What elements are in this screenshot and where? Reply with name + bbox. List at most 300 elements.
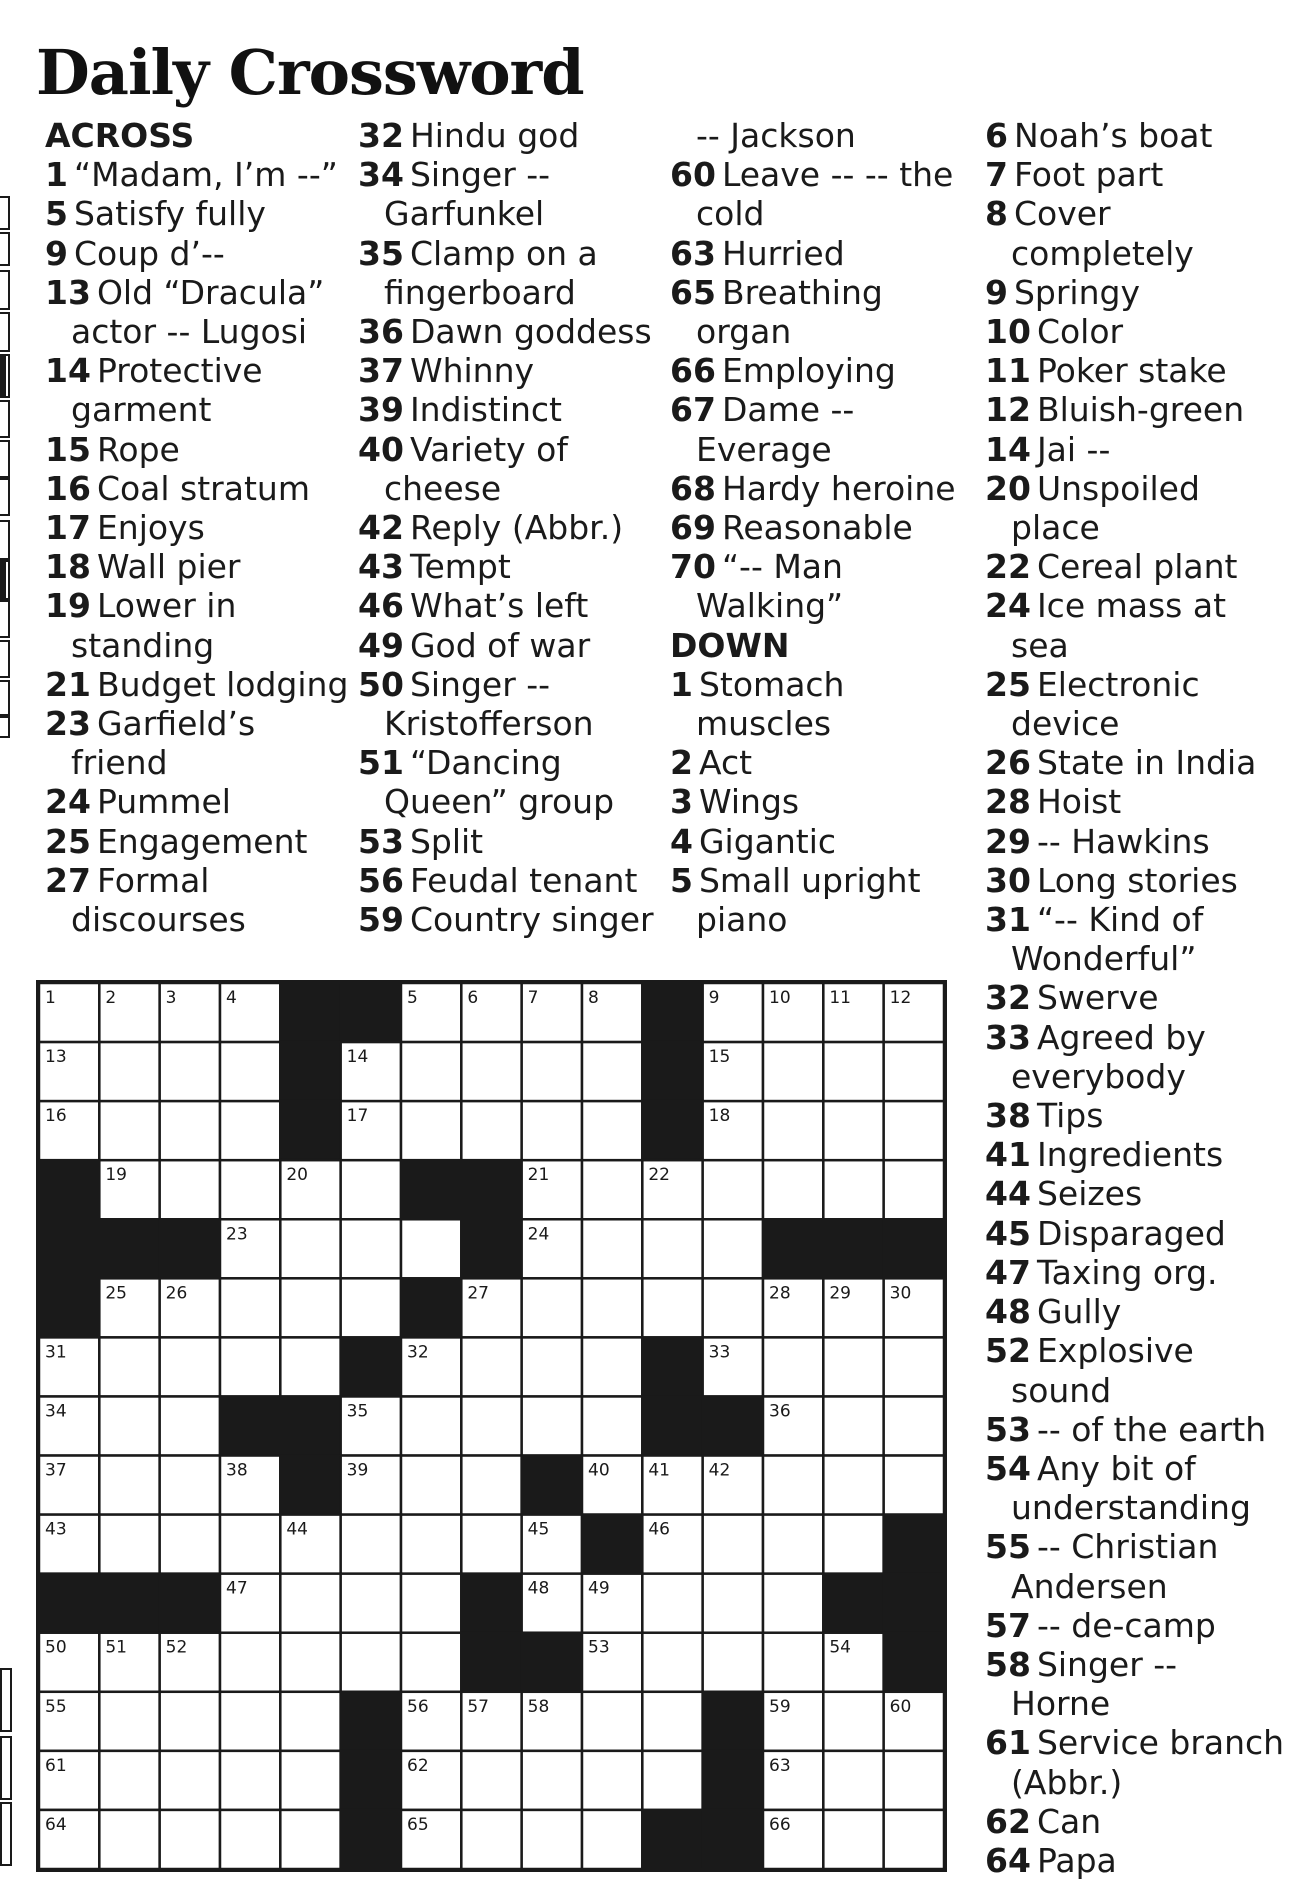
clue-17	[45, 508, 355, 547]
grid-cell[interactable]	[280, 1692, 340, 1751]
grid-cell[interactable]	[763, 1456, 823, 1515]
grid-cell[interactable]	[99, 1337, 159, 1396]
clue-text: Kristofferson	[384, 704, 594, 744]
adjacent-page-fragment	[0, 600, 10, 638]
grid-cell[interactable]	[401, 1219, 461, 1278]
clue-6	[985, 116, 1305, 155]
black-square	[160, 1219, 220, 1278]
grid-cell[interactable]	[522, 1101, 582, 1160]
grid-cell[interactable]	[763, 1633, 823, 1692]
grid-cell[interactable]	[703, 1515, 763, 1574]
grid-cell[interactable]	[884, 1456, 944, 1515]
black-square	[341, 1692, 401, 1751]
adjacent-page-fragment	[0, 716, 10, 738]
grid-cell[interactable]	[160, 1042, 220, 1101]
grid-cell[interactable]	[763, 1042, 823, 1101]
grid-cell[interactable]	[220, 1515, 280, 1574]
cell-number: 24	[527, 1224, 550, 1245]
clue-text: Employing	[721, 351, 896, 391]
clue-number: 28	[985, 782, 1031, 822]
cell-number: 32	[407, 1342, 429, 1363]
grid-cell[interactable]	[582, 1278, 642, 1337]
cell-number: 17	[346, 1106, 369, 1127]
grid-cell[interactable]	[160, 1160, 220, 1219]
grid-cell[interactable]	[220, 1101, 280, 1160]
clue-62	[985, 1802, 1305, 1841]
clue-number: 53	[358, 821, 404, 861]
grid-cell[interactable]	[99, 1101, 159, 1160]
grid-cell[interactable]	[823, 1456, 883, 1515]
adjacent-page-fragment	[0, 1802, 12, 1866]
clue-text: -- of the earth	[1036, 1409, 1267, 1449]
clue-text: “Dancing	[409, 743, 562, 783]
grid-cell[interactable]	[220, 1633, 280, 1692]
grid-cell[interactable]	[461, 1810, 521, 1869]
grid-cell[interactable]	[160, 1751, 220, 1810]
grid-cell[interactable]	[160, 1337, 220, 1396]
grid-cell[interactable]	[461, 1396, 521, 1455]
grid-cell[interactable]	[522, 1810, 582, 1869]
clue-number: 19	[45, 586, 91, 626]
grid-cell[interactable]	[582, 1219, 642, 1278]
clue-text: Indistinct	[409, 390, 562, 430]
grid-cell[interactable]	[220, 1278, 280, 1337]
cell-number: 48	[527, 1578, 550, 1599]
clue-number: 65	[670, 272, 716, 312]
grid-cell[interactable]	[582, 1042, 642, 1101]
grid-cell[interactable]	[341, 1219, 401, 1278]
clue-number: 33	[985, 1017, 1031, 1057]
grid-cell[interactable]	[280, 1574, 340, 1633]
clue-21	[45, 665, 355, 704]
cell-number: 56	[407, 1696, 429, 1717]
grid-cell[interactable]	[642, 1278, 702, 1337]
clue-number: 70	[670, 547, 716, 587]
clue-60	[670, 155, 970, 194]
black-square	[280, 983, 340, 1042]
clue-32	[985, 978, 1305, 1017]
grid-cell[interactable]	[220, 1692, 280, 1751]
clue-31	[985, 900, 1305, 939]
grid-cell[interactable]	[823, 1337, 883, 1396]
grid-cell[interactable]	[461, 1751, 521, 1810]
grid-cell[interactable]	[763, 1337, 823, 1396]
black-square	[280, 1101, 340, 1160]
clue-70	[670, 547, 970, 586]
cell-number: 31	[45, 1342, 67, 1363]
across-heading: ACROSS	[45, 116, 195, 155]
cell-number: 40	[588, 1460, 610, 1481]
cell-number: 29	[829, 1283, 851, 1304]
clue-text: sound	[1011, 1370, 1112, 1410]
clue-text: Queen” group	[384, 782, 615, 822]
clue-number: 8	[985, 194, 1008, 234]
grid-cell[interactable]	[160, 1396, 220, 1455]
grid-cell[interactable]	[99, 1810, 159, 1869]
clue-38	[985, 1096, 1305, 1135]
cell-number: 50	[45, 1637, 67, 1658]
clue-text: Hurried	[721, 233, 845, 273]
clue-text: Budget lodging	[96, 664, 349, 704]
grid-cell[interactable]	[220, 1160, 280, 1219]
clue-text: Singer --	[1036, 1644, 1178, 1684]
grid-cell[interactable]	[99, 1751, 159, 1810]
adjacent-page-fragment	[0, 560, 10, 600]
grid-cell[interactable]	[280, 1337, 340, 1396]
cell-number: 25	[105, 1283, 127, 1304]
clue-text: Tips	[1036, 1096, 1104, 1136]
cell-number: 9	[708, 988, 720, 1008]
cell-number: 15	[708, 1047, 731, 1068]
grid-cell[interactable]	[99, 1692, 159, 1751]
clue-continuation	[985, 704, 1305, 743]
grid-cell[interactable]	[401, 1574, 461, 1633]
grid-cell[interactable]	[160, 1515, 220, 1574]
grid-cell[interactable]	[280, 1219, 340, 1278]
clue-number: 57	[985, 1605, 1031, 1645]
cell-number: 12	[889, 988, 912, 1008]
clue-44	[985, 1174, 1305, 1213]
grid-cell[interactable]	[884, 1810, 944, 1869]
clue-text: Long stories	[1036, 860, 1238, 900]
grid-cell[interactable]	[220, 1042, 280, 1101]
clue-continuation	[670, 900, 970, 939]
clue-number: 21	[45, 664, 91, 704]
clue-24	[985, 586, 1305, 625]
clue-text: Wonderful”	[1011, 939, 1197, 979]
clue-text: God of war	[409, 625, 591, 665]
clue-text: muscles	[696, 704, 832, 744]
grid-cell[interactable]	[341, 1160, 401, 1219]
grid-cell[interactable]	[823, 1160, 883, 1219]
black-square	[39, 1160, 99, 1219]
clue-number: 60	[670, 155, 716, 195]
cell-number: 34	[45, 1401, 67, 1422]
grid-cell[interactable]	[522, 1396, 582, 1455]
cell-number: 46	[648, 1519, 670, 1540]
grid-cell[interactable]	[461, 1101, 521, 1160]
grid-cell[interactable]	[341, 1278, 401, 1337]
clue-number: 32	[985, 978, 1031, 1018]
clue-3	[670, 782, 970, 821]
grid-cell[interactable]	[823, 1515, 883, 1574]
grid-cell[interactable]	[401, 1042, 461, 1101]
grid-cell[interactable]	[642, 1574, 702, 1633]
clue-number: 40	[358, 429, 404, 469]
clue-text: Electronic	[1036, 664, 1200, 704]
clue-text: Reply (Abbr.)	[409, 508, 624, 548]
grid-cell[interactable]	[884, 1042, 944, 1101]
clue-text: Leave -- -- the	[721, 155, 954, 195]
grid-cell[interactable]	[823, 1101, 883, 1160]
grid-cell[interactable]	[582, 1692, 642, 1751]
clue-number: 37	[358, 351, 404, 391]
clue-text: discourses	[71, 900, 246, 940]
grid-cell[interactable]	[401, 1101, 461, 1160]
clue-number: 49	[358, 625, 404, 665]
grid-cell[interactable]	[401, 1515, 461, 1574]
grid-cell[interactable]	[401, 1633, 461, 1692]
clue-continuation	[45, 390, 355, 429]
grid-cell[interactable]	[461, 1456, 521, 1515]
black-square	[220, 1396, 280, 1455]
clue-29	[985, 822, 1305, 861]
grid-cell[interactable]	[99, 1515, 159, 1574]
grid-cell[interactable]	[884, 1101, 944, 1160]
cell-number: 18	[708, 1106, 731, 1127]
clue-continuation	[358, 704, 658, 743]
clue-text: Jai --	[1036, 429, 1111, 469]
grid-cell[interactable]	[582, 1160, 642, 1219]
black-square	[461, 1160, 521, 1219]
black-square	[582, 1515, 642, 1574]
clue-number: 18	[45, 547, 91, 587]
grid-cell[interactable]	[823, 1810, 883, 1869]
grid-cell[interactable]	[823, 1692, 883, 1751]
grid-cell[interactable]	[823, 1396, 883, 1455]
clue-35	[358, 234, 658, 273]
cell-number: 11	[829, 988, 851, 1008]
clue-57	[985, 1606, 1305, 1645]
grid-cell[interactable]	[884, 1751, 944, 1810]
grid-cell[interactable]	[99, 1456, 159, 1515]
grid-cell[interactable]	[823, 1751, 883, 1810]
clue-number: 29	[985, 821, 1031, 861]
grid-cell[interactable]	[160, 1692, 220, 1751]
clue-number: 51	[358, 743, 404, 783]
clue-number: 27	[45, 860, 91, 900]
clue-66	[670, 351, 970, 390]
grid-cell[interactable]	[160, 1810, 220, 1869]
clue-number: 43	[358, 547, 404, 587]
cell-number: 62	[407, 1755, 429, 1776]
clue-53	[985, 1410, 1305, 1449]
clue-number: 46	[358, 586, 404, 626]
clue-number: 38	[985, 1096, 1031, 1136]
clue-text: “-- Man	[721, 547, 843, 587]
grid-cell[interactable]	[160, 1456, 220, 1515]
grid-cell[interactable]	[703, 1219, 763, 1278]
grid-cell[interactable]	[522, 1278, 582, 1337]
clue-text: Formal	[96, 860, 210, 900]
grid-cell[interactable]	[582, 1337, 642, 1396]
clue-number: 41	[985, 1135, 1031, 1175]
grid-cell[interactable]	[461, 1515, 521, 1574]
clue-8	[985, 194, 1305, 233]
grid-cell[interactable]	[884, 1337, 944, 1396]
clue-number: 32	[358, 116, 404, 155]
clue-text: Country singer	[409, 900, 654, 940]
cell-number: 21	[527, 1165, 550, 1186]
clue-text: device	[1011, 704, 1120, 744]
grid-cell[interactable]	[280, 1633, 340, 1692]
clue-continuation	[985, 626, 1305, 665]
adjacent-page-fragment	[0, 478, 10, 516]
clue-27	[45, 861, 355, 900]
clue-63	[670, 234, 970, 273]
clue-text: Protective	[96, 351, 263, 391]
clue-text: Explosive	[1036, 1331, 1194, 1371]
grid-cell[interactable]	[763, 1160, 823, 1219]
grid-cell[interactable]	[763, 1574, 823, 1633]
clue-number: 12	[985, 390, 1031, 430]
cell-number: 30	[889, 1283, 912, 1304]
cell-number: 54	[829, 1637, 851, 1658]
clue-text: Gully	[1036, 1292, 1122, 1332]
cell-number: 2	[105, 988, 117, 1008]
clue-22	[985, 547, 1305, 586]
cell-number: 61	[45, 1755, 67, 1776]
grid-cell[interactable]	[582, 1810, 642, 1869]
black-square	[884, 1515, 944, 1574]
grid-cell[interactable]	[823, 1042, 883, 1101]
grid-cell[interactable]	[642, 1219, 702, 1278]
clue-text: Everage	[696, 429, 832, 469]
clue-text: Can	[1036, 1801, 1102, 1841]
clue-18	[45, 547, 355, 586]
grid-cell[interactable]	[280, 1751, 340, 1810]
black-square	[160, 1574, 220, 1633]
grid-cell[interactable]	[582, 1101, 642, 1160]
clue-continuation	[358, 273, 658, 312]
clue-number: 56	[358, 860, 404, 900]
black-square	[642, 1810, 702, 1869]
grid-cell[interactable]	[280, 1278, 340, 1337]
cell-number: 41	[648, 1460, 670, 1481]
clue-59	[358, 900, 658, 939]
black-square	[280, 1456, 340, 1515]
grid-cell[interactable]	[341, 1633, 401, 1692]
grid-cell[interactable]	[522, 1751, 582, 1810]
clue-number: 4	[670, 821, 693, 861]
clue-54	[985, 1449, 1305, 1488]
clue-68	[670, 469, 970, 508]
clue-text: Old “Dracula”	[96, 272, 325, 312]
cell-number: 53	[588, 1637, 610, 1658]
clue-text: -- Hawkins	[1036, 821, 1210, 861]
clue-continuation	[985, 1488, 1305, 1527]
clue-text: Hoist	[1036, 782, 1122, 822]
clue-55	[985, 1527, 1305, 1566]
clue-47	[985, 1253, 1305, 1292]
cell-number: 59	[769, 1696, 791, 1717]
grid-cell[interactable]	[160, 1101, 220, 1160]
grid-cell[interactable]	[703, 1160, 763, 1219]
clue-continuation	[670, 194, 970, 233]
black-square	[280, 1042, 340, 1101]
grid-cell[interactable]	[99, 1042, 159, 1101]
clue-number: 26	[985, 743, 1031, 783]
clue-text: Papa	[1036, 1840, 1117, 1880]
grid-cell[interactable]	[763, 1515, 823, 1574]
clue-text: Rope	[96, 429, 180, 469]
clue-text: Foot part	[1013, 155, 1164, 195]
grid-cell[interactable]	[220, 1751, 280, 1810]
clue-text: Bluish-green	[1036, 390, 1245, 430]
clue-number: 48	[985, 1292, 1031, 1332]
grid-cell[interactable]	[703, 1633, 763, 1692]
grid-cell[interactable]	[401, 1396, 461, 1455]
grid-cell[interactable]	[642, 1633, 702, 1692]
clue-53	[358, 822, 658, 861]
clue-text: Swerve	[1036, 978, 1159, 1018]
grid-cell[interactable]	[461, 1337, 521, 1396]
adjacent-page-fragment	[0, 640, 10, 678]
grid-cell[interactable]	[341, 1574, 401, 1633]
clue-number: 64	[985, 1840, 1031, 1880]
grid-cell[interactable]	[582, 1751, 642, 1810]
grid-cell[interactable]	[341, 1515, 401, 1574]
clue-continuation	[985, 1567, 1305, 1606]
clue-text: Singer --	[409, 664, 551, 704]
grid-cell[interactable]	[99, 1396, 159, 1455]
black-square	[703, 1751, 763, 1810]
cell-number: 45	[527, 1519, 550, 1540]
clue-28	[985, 782, 1305, 821]
crossword-grid[interactable]	[36, 980, 947, 1872]
clue-text: Any bit of	[1036, 1448, 1196, 1488]
clue-45	[985, 1214, 1305, 1253]
clue-continuation	[45, 312, 355, 351]
cell-number: 51	[105, 1637, 127, 1658]
grid-cell[interactable]	[703, 1278, 763, 1337]
cell-number: 64	[45, 1814, 67, 1835]
grid-cell[interactable]	[642, 1692, 702, 1751]
grid-cell[interactable]	[522, 1337, 582, 1396]
clue-number: 53	[985, 1409, 1031, 1449]
cell-number: 42	[708, 1460, 731, 1481]
clue-10	[985, 312, 1305, 351]
clue-number: 34	[358, 155, 404, 195]
grid-cell[interactable]	[220, 1810, 280, 1869]
clue-1	[670, 665, 970, 704]
grid-cell[interactable]	[522, 1042, 582, 1101]
grid-cell[interactable]	[884, 1396, 944, 1455]
clue-16	[45, 469, 355, 508]
clue-number: 7	[985, 155, 1008, 195]
clue-number: 68	[670, 468, 716, 508]
grid-cell[interactable]	[642, 1751, 702, 1810]
black-square	[763, 1219, 823, 1278]
cell-number: 52	[165, 1637, 188, 1658]
clue-64	[985, 1841, 1305, 1880]
grid-cell[interactable]	[461, 1042, 521, 1101]
black-square	[401, 1160, 461, 1219]
grid-cell[interactable]	[280, 1810, 340, 1869]
clue-number: 25	[45, 821, 91, 861]
black-square	[461, 1633, 521, 1692]
grid-cell[interactable]	[884, 1160, 944, 1219]
clue-49	[358, 626, 658, 665]
grid-cell[interactable]	[582, 1396, 642, 1455]
clue-33	[985, 1018, 1305, 1057]
cell-number: 36	[769, 1401, 791, 1422]
grid-cell[interactable]	[703, 1574, 763, 1633]
adjacent-page-fragment	[0, 354, 10, 398]
clue-continuation	[45, 743, 355, 782]
clue-14	[45, 351, 355, 390]
clue-text: Singer --	[409, 155, 551, 195]
clue-column-3	[670, 116, 970, 939]
clue-number: 50	[358, 664, 404, 704]
clue-number: 42	[358, 508, 404, 548]
grid-cell[interactable]	[763, 1101, 823, 1160]
grid-cell[interactable]	[401, 1456, 461, 1515]
adjacent-page-fragment	[0, 400, 10, 438]
grid-cell[interactable]	[220, 1337, 280, 1396]
clue-continuation	[985, 234, 1305, 273]
clue-number: 58	[985, 1644, 1031, 1684]
